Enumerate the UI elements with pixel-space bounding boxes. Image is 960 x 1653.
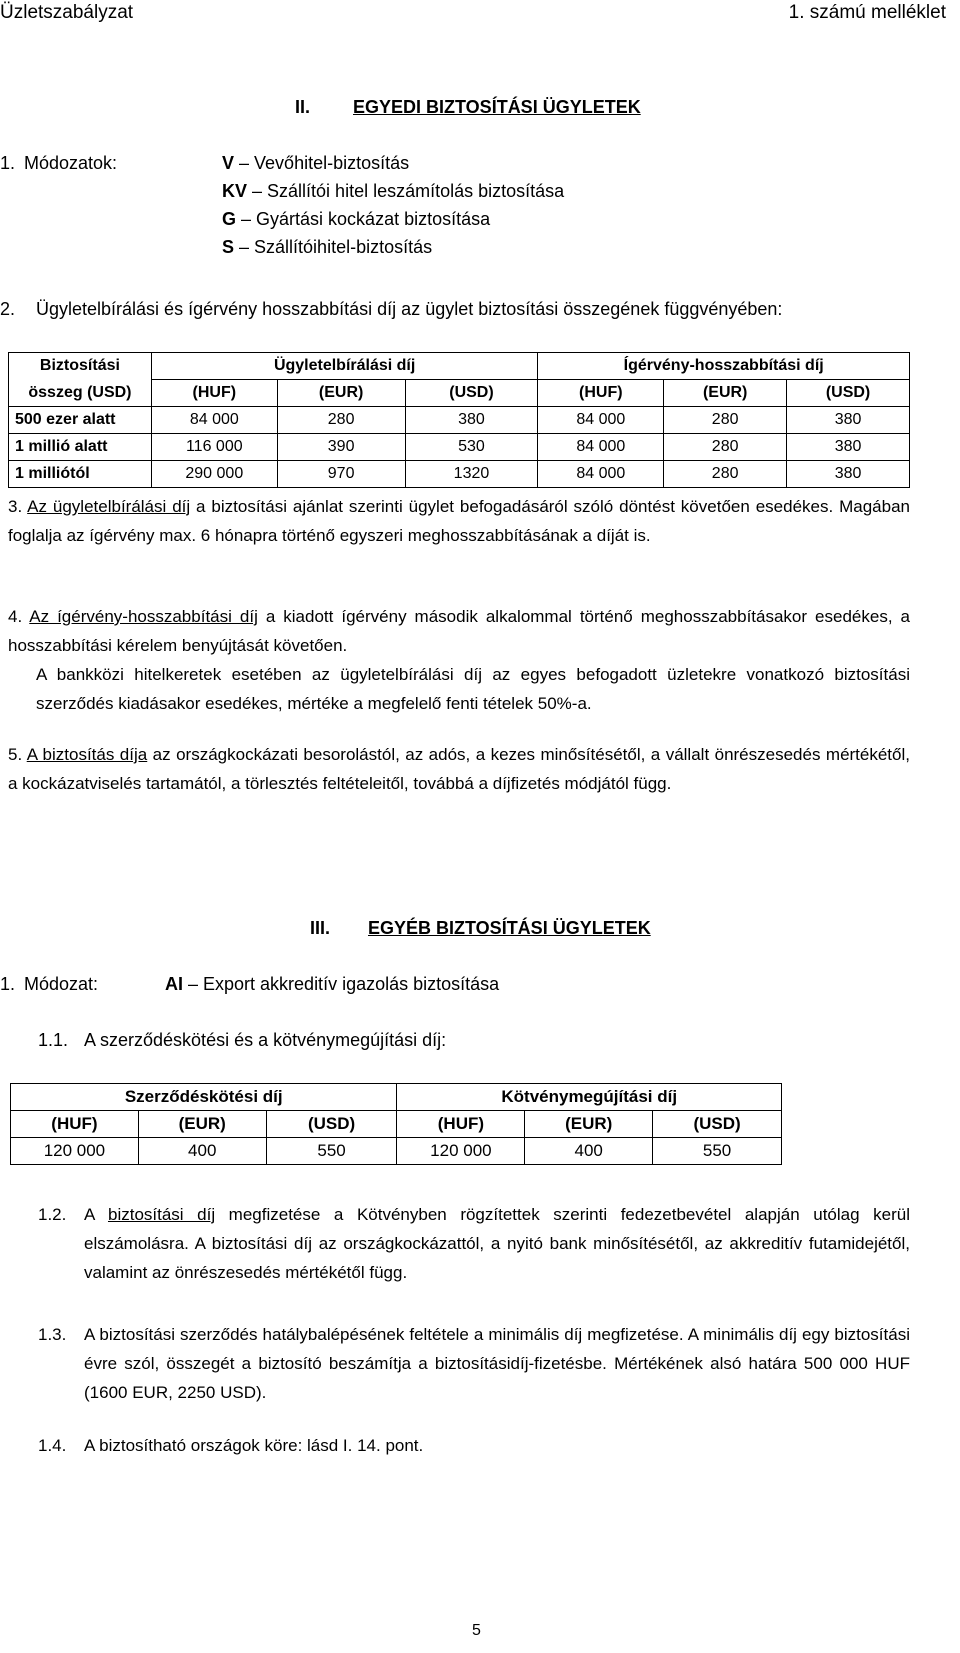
table-header-cell: (EUR) xyxy=(138,1111,266,1138)
item-1-2-pre: A xyxy=(84,1205,108,1224)
item-4-text: a kiadott ígérvény második alkalommal történő meghosszabbításakor esedékes, a hosszabbítási kérelem benyújtását követően. xyxy=(8,607,910,655)
table-header-cell: Biztosítási xyxy=(9,353,152,380)
table-header-cell: Ígérvény-hosszabbítási díj xyxy=(538,353,910,380)
modozat-3-code: AI xyxy=(165,974,183,994)
page-number: 5 xyxy=(472,1622,481,1639)
table-header-cell: Szerződéskötési díj xyxy=(11,1084,397,1111)
header-annex: 1. számú melléklet xyxy=(788,2,946,23)
table-row xyxy=(11,1138,782,1165)
table-header-cell: összeg (USD) xyxy=(9,380,152,407)
table-row xyxy=(9,434,910,461)
modozat-code: G xyxy=(222,209,237,229)
table-cell: 400 xyxy=(525,1138,653,1165)
table-header-row xyxy=(9,353,910,380)
item-2-text: Ügyletelbírálási és ígérvény hosszabbítási díj az ügylet biztosítási összegének függvényében: xyxy=(36,299,783,319)
table-cell: 970 xyxy=(277,461,405,488)
item-1-1 xyxy=(38,1030,446,1051)
section-2-title: EGYEDI BIZTOSÍTÁSI ÜGYLETEK xyxy=(353,97,641,117)
table-header-cell: (USD) xyxy=(653,1111,782,1138)
table-cell: 290 000 xyxy=(151,461,277,488)
table-cell: 380 xyxy=(787,461,910,488)
item-3-number: 3. xyxy=(8,497,23,516)
item-1-4-text: A biztosítható országok köre: lásd I. 14. pont. xyxy=(84,1436,424,1455)
table-header-cell: (HUF) xyxy=(151,380,277,407)
table-header-cell: (USD) xyxy=(787,380,910,407)
modozat-text: – Gyártási kockázat biztosítása xyxy=(236,209,491,229)
item-2-number: 2. xyxy=(0,299,16,319)
item-1-4-number: 1.4. xyxy=(38,1436,67,1455)
table-cell: 1320 xyxy=(405,461,538,488)
modozat-item xyxy=(222,149,564,177)
table-cell: 530 xyxy=(405,434,538,461)
table-cell: 380 xyxy=(405,407,538,434)
item-5 xyxy=(8,740,910,798)
table-header-cell: (EUR) xyxy=(277,380,405,407)
item-1-1-text: A szerződéskötési és a kötvénymegújítási díj: xyxy=(84,1030,447,1050)
table-cell: 1 millió alatt xyxy=(9,434,152,461)
section-3-title: EGYÉB BIZTOSÍTÁSI ÜGYLETEK xyxy=(368,918,651,938)
section-2-number: II. xyxy=(295,97,311,117)
item-5-number: 5. xyxy=(8,745,23,764)
table-header-cell: (EUR) xyxy=(525,1111,653,1138)
modozatok-label: 1. Módozatok: xyxy=(0,153,118,173)
table-cell: 116 000 xyxy=(151,434,277,461)
item-4-term: Az ígérvény-hosszabbítási díj xyxy=(29,607,258,626)
table-cell: 280 xyxy=(664,407,787,434)
item-1-2-term: biztosítási díj xyxy=(107,1205,216,1224)
modozat-3-label: 1. Módozat: xyxy=(0,974,99,994)
table-cell: 390 xyxy=(277,434,405,461)
table-row xyxy=(9,461,910,488)
table-header-cell: (HUF) xyxy=(11,1111,139,1138)
modozatok-list xyxy=(222,149,564,261)
table-cell: 550 xyxy=(653,1138,782,1165)
section-3-heading xyxy=(310,918,651,939)
item-2 xyxy=(0,299,782,320)
table-header-cell: Ügyletelbírálási díj xyxy=(151,353,538,380)
section-2-heading xyxy=(295,97,641,118)
modozat-item xyxy=(222,177,564,205)
item-3 xyxy=(8,492,910,550)
table-cell: 280 xyxy=(664,461,787,488)
table-cell: 84 000 xyxy=(538,407,664,434)
item-1-2-text xyxy=(84,1200,910,1287)
item-3-text: a biztosítási ajánlat szerinti ügylet befogadásáról szóló döntést követően esedékes. Magában foglalja az ígérvény max. 6 hónapra történő egyszeri meghosszabbításának a díját is. xyxy=(8,497,910,545)
table-cell: 84 000 xyxy=(538,461,664,488)
table-header-row xyxy=(11,1084,782,1111)
item-1-3-text: A biztosítási szerződés hatálybalépésének feltétele a minimális díj megfizetése. A minimális díj egy biztosítási évre szól, összegét a biztosító beszámítja a biztosításidíj-fizetésbe. Mértékének alsó határa 500 000 HUF (1600 EUR, 2250 USD). xyxy=(84,1325,910,1402)
table-cell: 120 000 xyxy=(11,1138,139,1165)
item-4-paragraph-2: A bankközi hitelkeretek esetében az ügyletelbírálási díj az egyes befogadott üzletekre vonatkozó biztosítási szerződés kiadásakor esedékes, mértéke a megfelelő fenti tételek 50%-a. xyxy=(36,665,910,713)
table-header-cell: (HUF) xyxy=(538,380,664,407)
modozat-code: V xyxy=(222,153,235,173)
table-cell: 84 000 xyxy=(151,407,277,434)
table-cell: 400 xyxy=(138,1138,266,1165)
table-header-cell: Kötvénymegújítási díj xyxy=(397,1084,782,1111)
table-header-cell: (USD) xyxy=(266,1111,397,1138)
item-4 xyxy=(8,602,910,660)
modozat-text: – Vevőhitel-biztosítás xyxy=(234,153,410,173)
modozat-text: – Szállítói hitel leszámítolás biztosítása xyxy=(247,181,565,201)
item-5-text: az országkockázati besorolástól, az adós, a kezes minősítésétől, a vállalt önrészesedés mértékétől, a kockázatviselés tartamától, a törlesztés feltételeitől, továbbá a díjfizetés módjától függ. xyxy=(8,745,910,793)
modozat-3-text: – Export akkreditív igazolás biztosítása xyxy=(183,974,500,994)
fee-table-2 xyxy=(10,1083,782,1165)
modozat-code: S xyxy=(222,237,235,257)
item-1-2-body: megfizetése a Kötvényben rögzítettek szerinti fedezetbevétel alapján utólag kerül elszámolásra. A biztosítási díj az országkockázattól, a nyitó bank minősítésétől, az akkreditív futamidejétől, valamint az önrészesedés mértékétől függ. xyxy=(84,1205,910,1282)
table-header-row xyxy=(11,1111,782,1138)
modozat-item xyxy=(222,233,564,261)
table-cell: 280 xyxy=(277,407,405,434)
item-1-3-number: 1.3. xyxy=(38,1325,67,1344)
header-title: Üzletszabályzat xyxy=(0,2,134,23)
table-cell: 380 xyxy=(787,407,910,434)
item-3-term: Az ügyletelbírálási díj xyxy=(27,497,191,516)
item-1-1-number: 1.1. xyxy=(38,1030,69,1050)
item-5-term: A biztosítás díja xyxy=(26,745,148,764)
table-cell: 120 000 xyxy=(397,1138,525,1165)
table-cell: 550 xyxy=(266,1138,397,1165)
modozat-3 xyxy=(0,974,499,995)
table-header-cell: (HUF) xyxy=(397,1111,525,1138)
modozat-text: – Szállítóihitel-biztosítás xyxy=(234,237,433,257)
table-cell: 500 ezer alatt xyxy=(9,407,152,434)
fee-table-1 xyxy=(8,352,910,488)
table-row xyxy=(9,407,910,434)
table-cell: 84 000 xyxy=(538,434,664,461)
item-4-number: 4. xyxy=(8,607,23,626)
table-cell: 1 milliótól xyxy=(9,461,152,488)
table-header-row xyxy=(9,380,910,407)
item-1-2-number: 1.2. xyxy=(38,1205,67,1224)
section-3-number: III. xyxy=(310,918,331,938)
modozat-code: KV xyxy=(222,181,248,201)
modozat-item xyxy=(222,205,564,233)
table-cell: 380 xyxy=(787,434,910,461)
table-header-cell: (EUR) xyxy=(664,380,787,407)
table-header-cell: (USD) xyxy=(405,380,538,407)
table-cell: 280 xyxy=(664,434,787,461)
